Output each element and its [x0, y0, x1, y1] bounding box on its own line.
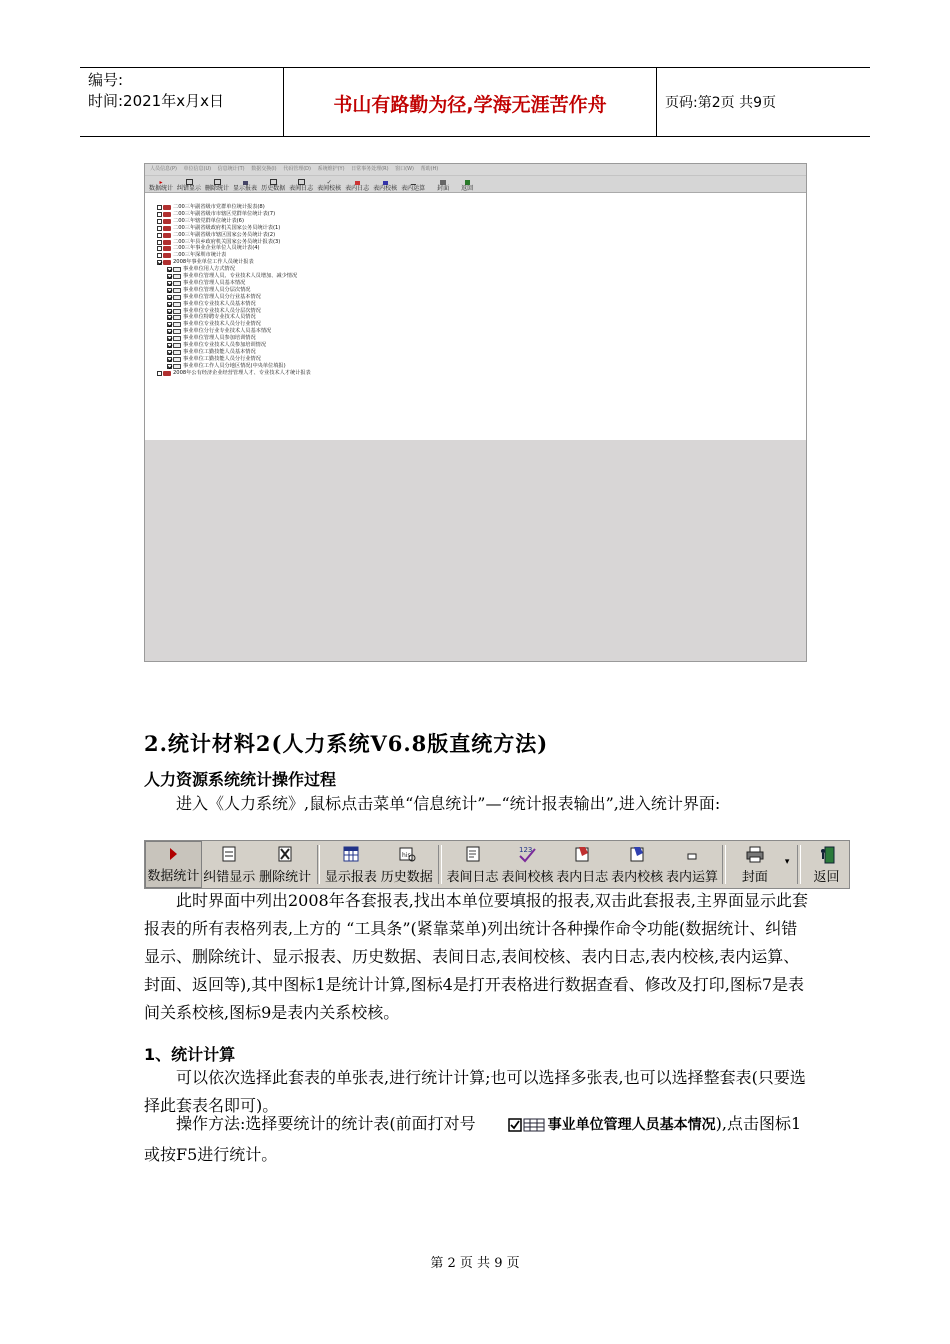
list-icon [220, 845, 238, 863]
tree-checkbox[interactable] [157, 240, 162, 245]
screenshot-toolbar [145, 176, 806, 193]
header-divider [283, 68, 284, 136]
system-screenshot [144, 163, 807, 662]
tree-item-label: 事业单位专业技术人员分层次情况 [183, 307, 261, 314]
subtitle: 人力资源系统统计操作过程 [144, 770, 337, 789]
mini-inter-log-button[interactable]: 表间日志 [289, 179, 313, 192]
header-left [88, 70, 224, 112]
mini-inner-log-button[interactable]: 表内日志 [345, 181, 369, 192]
table-icon [173, 322, 181, 327]
screenshot-menubar [145, 164, 806, 176]
printer-icon [745, 845, 765, 863]
tree-item-label: 二00三年县乡政府机关国家公务员统计报表(3) [173, 238, 281, 245]
play-icon [166, 846, 180, 862]
menu-item[interactable]: 系统维护(Y) [317, 166, 345, 172]
stat-toolbar [144, 840, 850, 889]
tree-item-label: 二00三年副省级市辖区国家公务员统计表(2) [173, 231, 276, 238]
table-icon [173, 288, 181, 293]
tree-item-label: 2008年公有经济企业经营管理人才、专业技术人才统计报表 [173, 369, 311, 376]
menu-item[interactable]: 代码管理(D) [283, 166, 311, 172]
number-label: 编号: [88, 71, 124, 89]
tree-item-label: 事业单位管理人员参加培训情况 [183, 335, 256, 342]
toolbar-separator [438, 845, 442, 884]
book-icon [163, 226, 171, 231]
method-text: ),点击图标1或按F5进行统计。 [144, 1114, 802, 1164]
table-icon [342, 845, 360, 863]
book-icon [163, 371, 171, 376]
header-divider [656, 68, 657, 136]
tree-item-label: 事业单位管理人员分行业基本情况 [183, 293, 261, 300]
table-icon [173, 302, 181, 307]
table-icon [173, 357, 181, 362]
toolbar-separator [317, 845, 321, 884]
tree-item-label: 二00三年副省级市市辖区党群单位统计表(7) [173, 210, 276, 217]
method-text: 操作方法:选择要统计的统计表(前面打对号 [176, 1114, 476, 1133]
tree-checkbox[interactable] [157, 246, 162, 251]
table-icon [173, 350, 181, 355]
mini-inner-calc-button[interactable]: 表内运算 [401, 180, 425, 192]
tree-item-label: 二00三年深圳市统计表 [173, 252, 227, 259]
tree-item-label: 事业单位工勤技能人员分行业情况 [183, 355, 261, 362]
book-icon [163, 240, 171, 245]
section-title: 2.统计材料2(人力系统V6.8版直统方法) [144, 731, 549, 756]
tree-checkbox[interactable] [167, 288, 172, 293]
tree-checkbox[interactable] [157, 253, 162, 258]
error-display-button[interactable]: 纠错显示 [202, 841, 257, 888]
menu-item[interactable]: 日常事务处理(R) [351, 166, 389, 172]
tree-item-label: 事业单位管理人员分层次情况 [183, 286, 251, 293]
inter-table-check-button[interactable]: 123 表间校核 [501, 846, 554, 885]
menu-item[interactable]: 人员信息(P) [150, 166, 177, 172]
tree-checkbox[interactable] [167, 267, 172, 272]
menu-item[interactable]: 单位信息(U) [183, 166, 212, 172]
svg-text:123: 123 [519, 846, 533, 854]
table-icon [173, 329, 181, 334]
table-icon [173, 315, 181, 320]
report-tree [145, 192, 806, 438]
svg-text:his: his [401, 852, 411, 859]
tree-checkbox[interactable] [167, 357, 172, 362]
tree-item-label: 二00三年副省级政府机关国家公务员统计表(1) [173, 224, 281, 231]
book-icon [163, 205, 171, 210]
tree-checkbox[interactable] [157, 219, 162, 224]
checkbox-table-icon [476, 1113, 548, 1141]
page-footer: 第 2 页 共 9 页 [430, 1256, 520, 1271]
table-icon [173, 343, 181, 348]
tree-checkbox[interactable] [167, 295, 172, 300]
tree-item-label: 二00三年副省级市党群单位统计报表(8) [173, 204, 265, 210]
tree-checkbox[interactable] [167, 309, 172, 314]
tree-checkbox[interactable] [157, 205, 162, 210]
history-data-button[interactable]: his 历史数据 [378, 841, 435, 888]
tree-checkbox[interactable] [157, 212, 162, 217]
tree-item-label: 2008年事业单位工作人员统计报表 [173, 259, 254, 266]
tree-checkbox[interactable] [167, 281, 172, 286]
book-icon [163, 233, 171, 238]
table-icon [173, 267, 181, 272]
table-icon [173, 364, 181, 369]
table-icon [173, 309, 181, 314]
mini-return-button[interactable]: 返回 [461, 180, 473, 192]
tree-item-label: 事业单位管理人员、专业技术人员增加、减少情况 [183, 273, 298, 279]
menu-item[interactable]: 帮助(H) [420, 166, 439, 172]
tree-checkbox[interactable] [157, 226, 162, 231]
cover-button[interactable]: 封面 [729, 841, 780, 888]
table-icon [173, 281, 181, 286]
inner-check-icon [628, 845, 646, 863]
toolbar-separator [797, 845, 801, 884]
show-report-button[interactable]: 显示报表 [323, 841, 378, 888]
method-paragraph [144, 1110, 812, 1169]
inter-table-log-button[interactable]: 表间日志 [445, 841, 500, 888]
exit-door-icon [817, 845, 837, 865]
book-icon [163, 212, 171, 217]
tree-item-label: 事业单位用人方式情况 [183, 266, 235, 273]
tree-item-label: 事业单位专业技术人员参加培训情况 [183, 342, 267, 348]
delete-icon [276, 845, 294, 863]
mini-data-stat-button[interactable]: ▸ 数据统计 [149, 179, 174, 192]
menu-item[interactable]: 窗口(W) [395, 166, 414, 172]
header-motto: 书山有路勤为径,学海无涯苦作舟 [333, 94, 607, 116]
log-icon [464, 845, 482, 863]
tree-item[interactable] [157, 370, 311, 377]
tree-item-label: 事业单位特聘专业技术人员情况 [183, 314, 256, 321]
book-icon [163, 246, 171, 251]
tree-item-label: 二00三年辖党群单位统计表(6) [173, 217, 245, 224]
menu-item[interactable]: 数据交换(I) [251, 166, 277, 172]
description-paragraph: 此时界面中列出2008年各套报表,找出本单位要填报的报表,双击此套报表,主界面显示此套报表的所有表格列表,上方的 “工具条”(紧靠菜单)列出统计各种操作命令功能(数据统计、纠错显示、删除统计、显示报表、历史数据、表间日志,表间校核、表内日志,表内校核,表内运算、封面、返回等),其中图标1是统计计算,图标4是打开表格进行数据查看、修改及打印,图标7是表间关系校核,图标9是表内关系校核。 [144, 891, 808, 1022]
mini-cover-button[interactable]: 封面 [437, 180, 449, 192]
delete-stat-button[interactable]: 删除统计 [257, 841, 314, 888]
book-icon [163, 253, 171, 258]
book-icon [163, 260, 171, 265]
tree-checkbox[interactable] [167, 336, 172, 341]
tree-checkbox[interactable] [167, 364, 172, 369]
tree-checkbox[interactable] [167, 274, 172, 279]
table-icon [173, 274, 181, 279]
tree-item-label: 事业单位分行业专业技术人员基本情况 [183, 328, 272, 335]
tree-item-label: 二00三年事业企业单位人员统计表(4) [173, 245, 260, 252]
inner-table-calc-button[interactable]: 表内运算 [665, 841, 720, 888]
tree-checkbox[interactable] [167, 315, 172, 320]
tree-checkbox[interactable] [157, 233, 162, 238]
tree-checkbox[interactable] [167, 329, 172, 334]
toolbar-separator [722, 845, 726, 884]
book-icon [163, 219, 171, 224]
tree-item-label: 事业单位专业技术人员基本情况 [183, 300, 256, 307]
section-1-title: 1、统计计算 [144, 1045, 236, 1064]
tree-item-label: 事业单位工勤技能人员基本情况 [183, 348, 256, 355]
section-1-paragraph: 可以依次选择此套表的单张表,进行统计计算;也可以选择多张表,也可以选择整套表(只要选择此套表名即可)。 [144, 1068, 806, 1115]
table-icon [173, 336, 181, 341]
inner-table-log-button[interactable]: 表内日志 [555, 841, 610, 888]
tree-item-label: 事业单位专业技术人员分行业情况 [183, 321, 261, 328]
screenshot-empty-area [145, 440, 806, 661]
mini-show-report-button[interactable]: 显示报表 [233, 181, 257, 192]
table-icon [173, 295, 181, 300]
return-button[interactable]: 返回 [804, 841, 849, 888]
page-header [80, 67, 870, 137]
data-stat-button[interactable]: 数据统计 [145, 841, 202, 888]
intro-paragraph: 进入《人力系统》,鼠标点击菜单“信息统计”—“统计报表输出”,进入统计界面: [176, 794, 721, 813]
mini-delete-button[interactable]: 删除统计 [205, 179, 229, 192]
history-icon [397, 845, 417, 863]
menu-item[interactable]: 信息统计(T) [217, 166, 245, 172]
tree-checkbox[interactable] [157, 260, 162, 265]
check-icon [516, 845, 538, 863]
tree-item-label: 事业单位管理人员基本情况 [183, 279, 246, 286]
tree-checkbox[interactable] [167, 302, 172, 307]
tree-checkbox[interactable] [167, 322, 172, 327]
chevron-down-icon[interactable]: ▾ [784, 857, 790, 867]
method-item-label: 事业单位管理人员基本情况 [547, 1117, 716, 1133]
mini-inner-check-button[interactable]: 表内校核 [373, 181, 397, 192]
inner-log-icon [573, 845, 591, 863]
tree-checkbox[interactable] [167, 350, 172, 355]
tree-checkbox[interactable] [157, 371, 162, 376]
tree-item-label: 事业单位工作人员分地区情况(中央单位填报) [183, 362, 286, 369]
mini-history-button[interactable]: 历史数据 [261, 179, 285, 192]
inner-table-check-button[interactable]: 表内校核 [610, 841, 665, 888]
calc-icon [683, 845, 701, 863]
time-label: 时间:2021年x月x日 [88, 92, 224, 110]
mini-error-button[interactable]: 纠错显示 [177, 179, 201, 192]
header-page-info: 页码:第2页 共9页 [665, 95, 776, 111]
mini-inter-check-button[interactable]: ✓ 表间校核 [317, 179, 342, 192]
tree-checkbox[interactable] [167, 343, 172, 348]
